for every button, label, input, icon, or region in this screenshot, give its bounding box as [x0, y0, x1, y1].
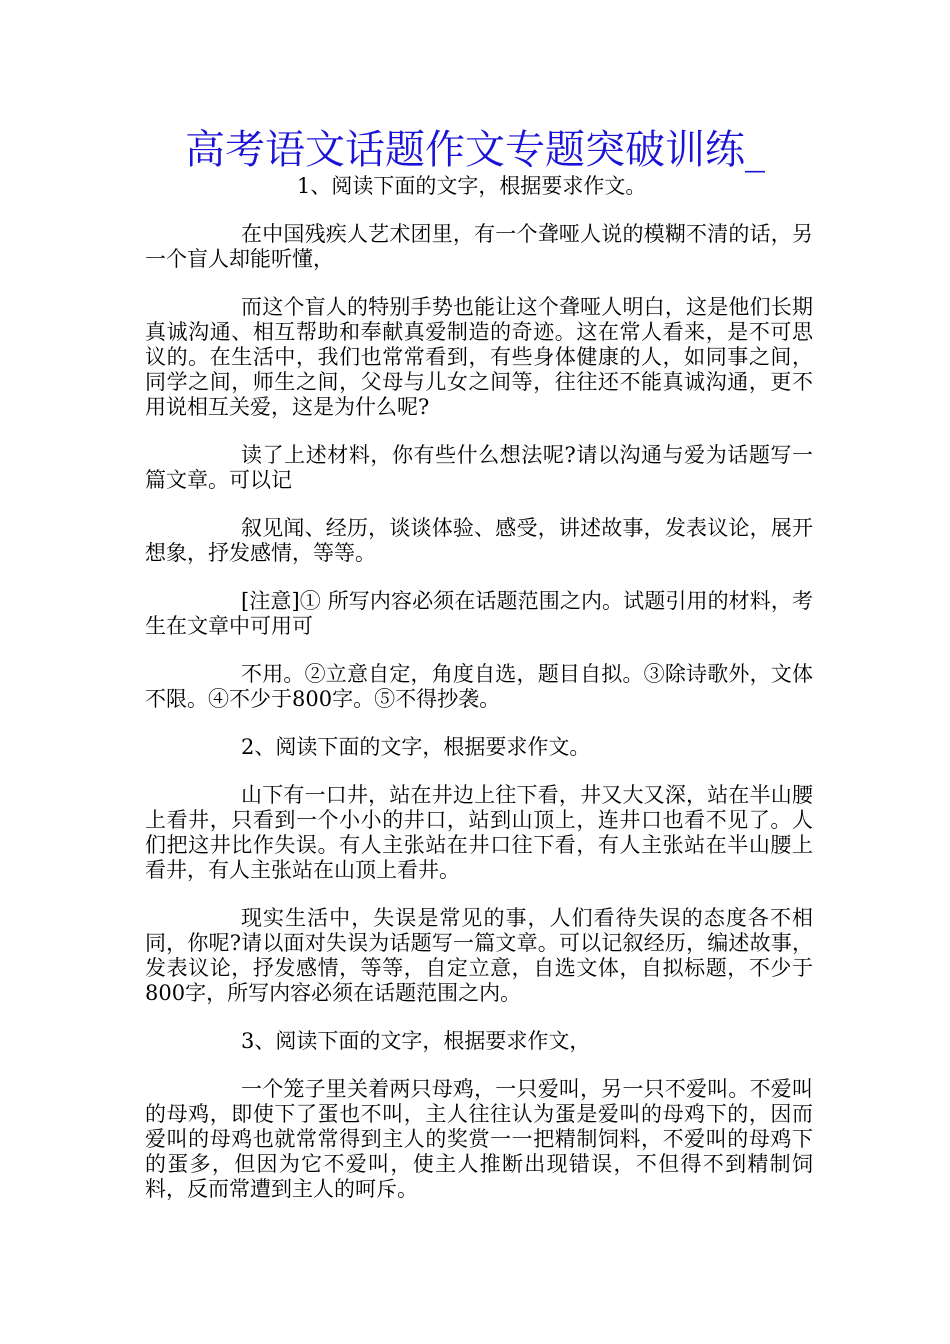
paragraph: 一个笼子里关着两只母鸡，一只爱叫，另一只不爱叫。不爱叫的母鸡，即使下了蛋也不叫，主人往往认为蛋是爱叫的母鸡下的，因而爱叫的母鸡也就常常得到主人的奖赏一一把精制饲料，不爱叫的母鸡下的蛋多，但因为它不爱叫，使主人推断出现错误，不但得不到精制饲料，反而常遭到主人的呵斥。 — [145, 1077, 813, 1201]
paragraph: 山下有一口井，站在井边上往下看，井又大又深，站在半山腰上看井，只看到一个小小的井口，站到山顶上，连井口也看不见了。人们把这井比作失误。有人主张站在井口往下看，有人主张站在半山腰上看井，有人主张站在山顶上看井。 — [145, 783, 813, 882]
paragraph: 叙见闻、经历，谈谈体验、感受，讲述故事，发表议论，展开想象，抒发感情，等等。 — [145, 516, 813, 565]
document-body — [145, 174, 813, 1202]
paragraph: 读了上述材料，你有些什么想法呢?请以沟通与爱为话题写一篇文章。可以记 — [145, 443, 813, 492]
document-title: 高考语文话题作文专题突破训练_ — [185, 127, 765, 173]
paragraph-prompt-3: 3、阅读下面的文字，根据要求作文， — [241, 1029, 591, 1053]
paragraph: 不用。②立意自定，角度自选，题目自拟。③除诗歌外，文体不限。④不少于800字。⑤不得抄袭。 — [145, 662, 813, 711]
paragraph-prompt-2: 2、阅读下面的文字，根据要求作文。 — [241, 735, 591, 759]
paragraph: 而这个盲人的特别手势也能让这个聋哑人明白，这是他们长期真诚沟通、相互帮助和奉献真爱制造的奇迹。这在常人看来，是不可思议的。在生活中，我们也常常看到，有些身体健康的人，如同事之间，同学之间，师生之间，父母与儿女之间等，往往还不能真诚沟通，更不用说相互关爱，这是为什么呢? — [145, 295, 813, 419]
paragraph-notice: [注意]① 所写内容必须在话题范围之内。试题引用的材料，考生在文章中可用可 — [145, 589, 813, 638]
paragraph-prompt-1: 1、阅读下面的文字，根据要求作文。 — [297, 174, 647, 198]
paragraph: 在中国残疾人艺术团里，有一个聋哑人说的模糊不清的话，另一个盲人却能听懂， — [145, 222, 813, 271]
paragraph: 现实生活中，失误是常见的事，人们看待失误的态度各不相同，你呢?请以面对失误为话题写一篇文章。可以记叙经历，编述故事，发表议论，抒发感情，等等，自定立意，自选文体，自拟标题，不少于800字，所写内容必须在话题范围之内。 — [145, 906, 813, 1005]
